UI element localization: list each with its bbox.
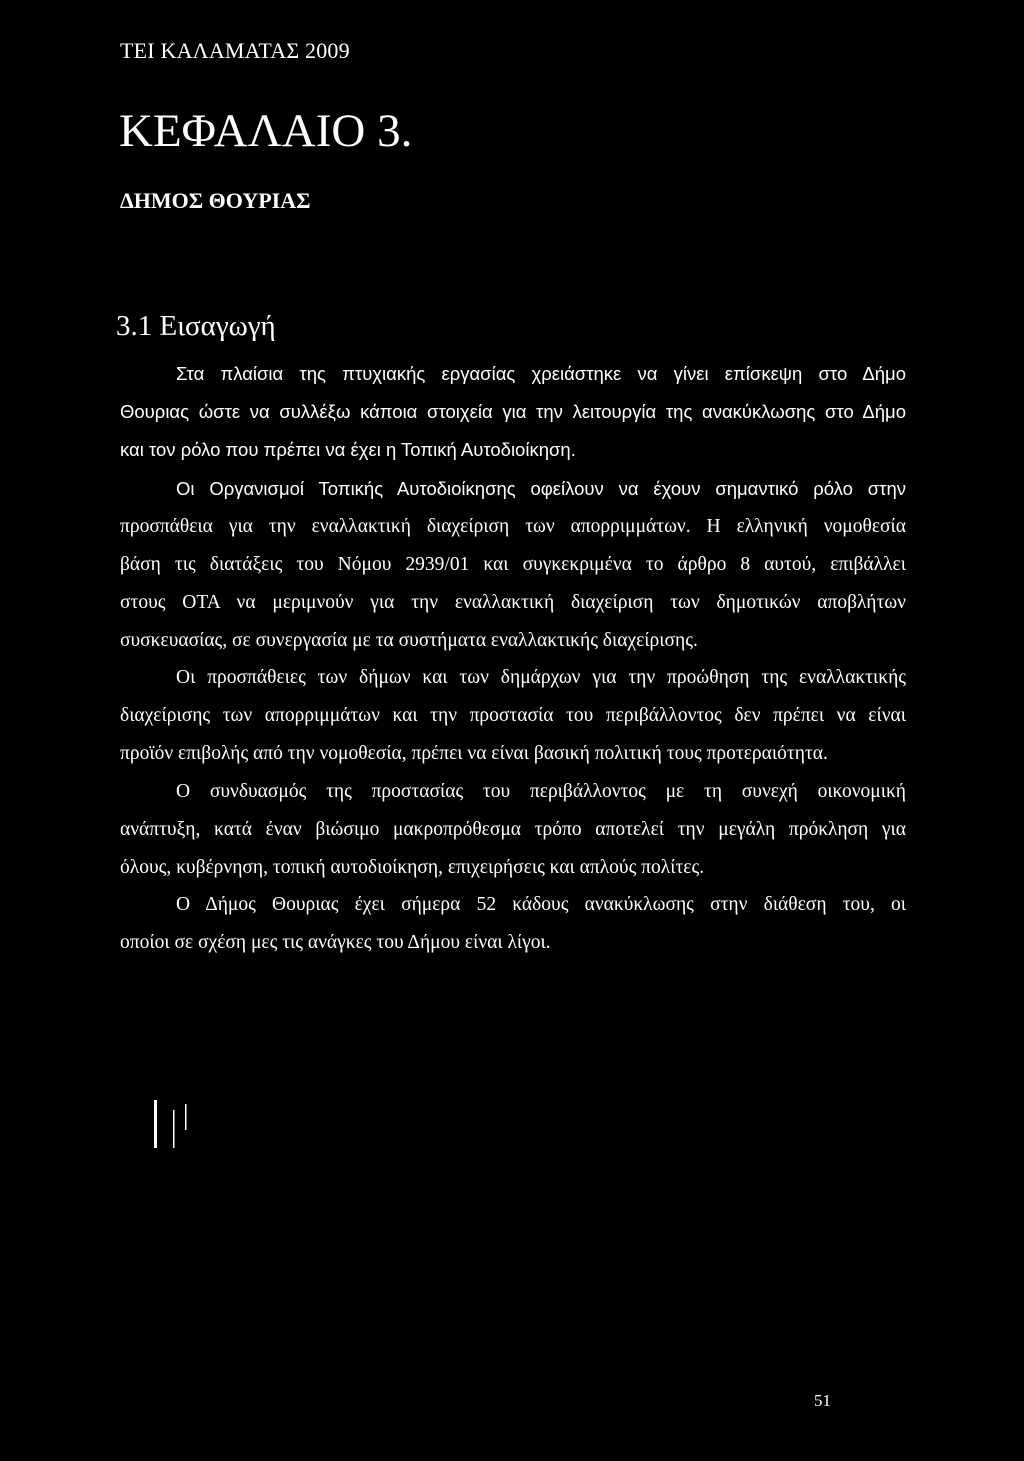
binding-mark-thin	[173, 1110, 175, 1148]
text-line: προσπάθεια για την εναλλακτική διαχείριση των απορριμμάτων. Η ελληνική νομοθεσία	[120, 516, 906, 537]
text-line: βάση τις διατάξεις του Νόμου 2939/01 και συγκεκριμένα το άρθρο 8 αυτού, επιβάλλει	[120, 554, 906, 575]
text-line: Οι Οργανισμοί Τοπικής Αυτοδιοίκησης οφείλουν να έχουν σημαντικό ρόλο στην	[176, 478, 906, 499]
text-line: ανάπτυξη, κατά έναν βιώσιμο μακροπρόθεσμα τρόπο αποτελεί την μεγάλη πρόκληση για	[120, 819, 906, 840]
chapter-title: ΚΕΦΑΛΑΙΟ 3.	[119, 105, 413, 157]
text-line: όλους, κυβέρνηση, τοπική αυτοδιοίκηση, επιχειρήσεις και απλούς πολίτες.	[120, 857, 705, 878]
text-line: διαχείρισης των απορριμμάτων και την προστασία του περιβάλλοντος δεν πρέπει να είναι	[120, 705, 906, 726]
text-line: προϊόν επιβολής από την νομοθεσία, πρέπει να είναι βασική πολιτική τους προτεραιότητα.	[120, 743, 828, 764]
section-heading: 3.1 Εισαγωγή	[116, 310, 276, 342]
text-line: Θουριας ώστε να συλλέξω κάποια στοιχεία για την λειτουργία της ανακύκλωσης στο Δήμο	[120, 401, 906, 422]
binding-mark-thick	[154, 1100, 157, 1148]
page-number: 51	[814, 1391, 831, 1410]
text-line: Οι προσπάθειες των δήμων και των δημάρχων για την προώθηση της εναλλακτικής	[176, 667, 906, 688]
text-line: οποίοι σε σχέση μες τις ανάγκες του Δήμου είναι λίγοι.	[120, 932, 551, 953]
binding-marks-graphic	[153, 1100, 193, 1148]
text-line: και τον ρόλο που πρέπει να έχει η Τοπική Αυτοδιοίκηση.	[120, 439, 576, 460]
text-line: στους ΟΤΑ να μεριμνούν για την εναλλακτική διαχείριση των δημοτικών αποβλήτων	[120, 592, 906, 613]
chapter-subtitle: ΔΗΜΟΣ ΘΟΥΡΙΑΣ	[120, 188, 311, 213]
text-line: συσκευασίας, σε συνεργασία με τα συστήματα εναλλακτικής διαχείρισης.	[120, 630, 698, 651]
binding-mark-thin	[185, 1104, 187, 1130]
text-line: Ο Δήμος Θουριας έχει σήμερα 52 κάδους ανακύκλωσης στην διάθεση του, οι	[176, 894, 906, 915]
text-line: Ο συνδυασμός της προστασίας του περιβάλλοντος με τη συνεχή οικονομική	[176, 781, 906, 802]
text-line: Στα πλαίσια της πτυχιακής εργασίας χρειάστηκε να γίνει επίσκεψη στο Δήμο	[176, 363, 906, 384]
running-header: ΤΕΙ ΚΑΛΑΜΑΤΑΣ 2009	[120, 38, 350, 63]
